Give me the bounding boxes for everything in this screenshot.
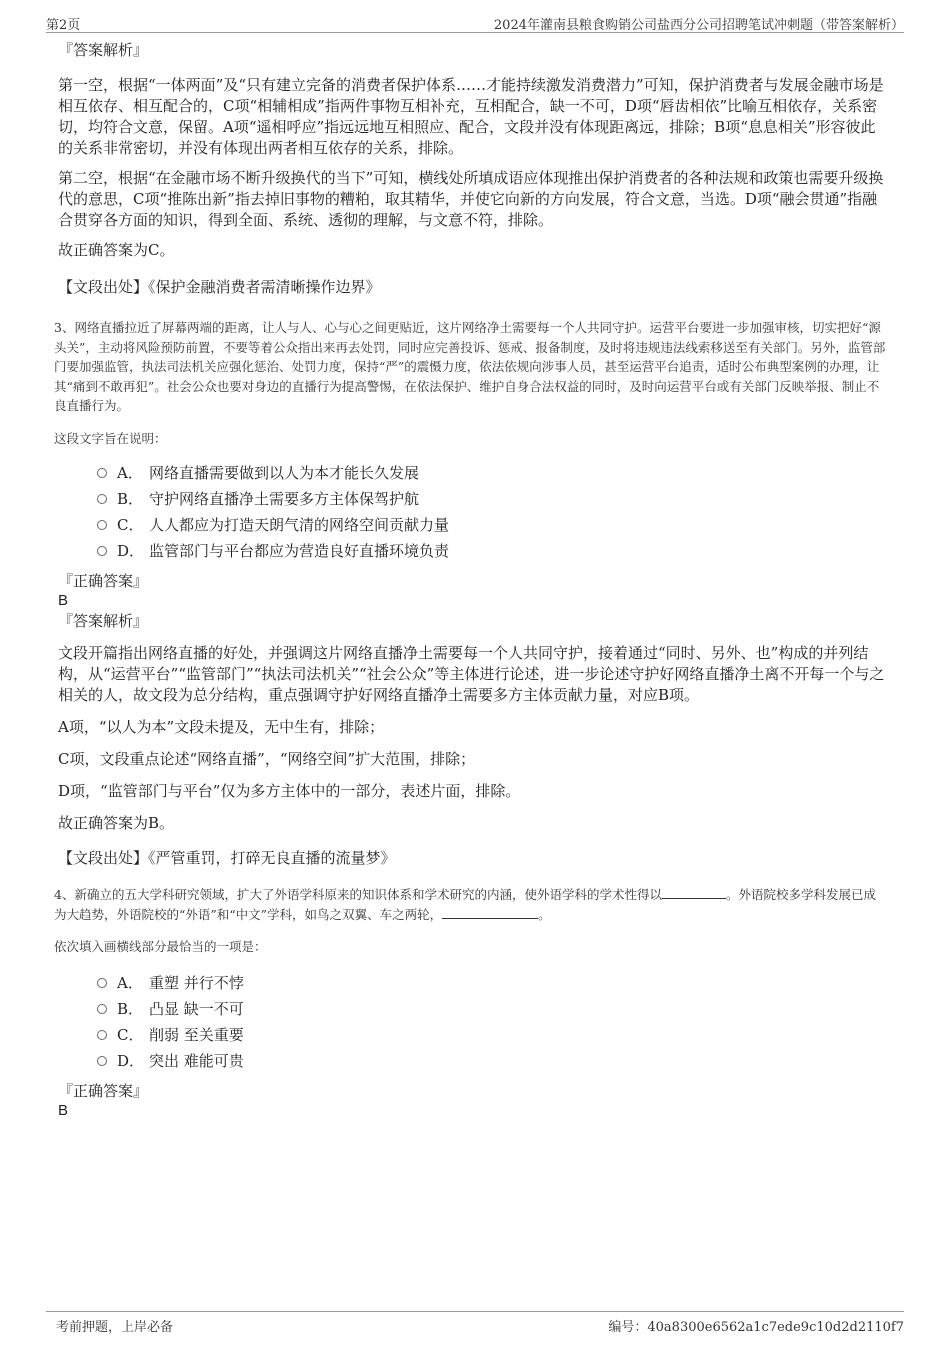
option-letter: A． [117,463,143,482]
q4-answer-tag: 『正确答案』 [58,1081,149,1100]
radio-icon[interactable] [97,1056,107,1066]
q3-answer: B [58,591,69,609]
q2-analysis-tag: 『答案解析』 [58,41,149,59]
q2-source: 【文段出处】《保护金融消费者需清晰操作边界》 [58,278,381,296]
page-content [54,40,888,1120]
q3-conclusion: 故正确答案为B。 [58,813,175,832]
radio-icon[interactable] [97,978,107,988]
option-letter: A． [117,973,143,992]
q3-option-b[interactable] [97,486,888,512]
q3-stem: 3、网络直播拉近了屏幕两端的距离，让人与人、心与心之间更贴近，这片网络净土需要每一个人共同守护。运营平台要进一步加强审核，切实把好“源头关”，主动将风险预防前置，不要等着公众指出来再去处罚，同时应完善投诉、惩戒、报备制度，及时将违规违法线索移送至有关部门。另外，监管部门要加强监管，执法司法机关应强化惩治、处罚力度，保持“严”的震慑力度，依法依规向涉事人员，甚至运营平台追责，适时公布典型案例的办理，让其“痛到不敢再犯”。社会公众也要对身边的直播行为提高警惕，在依法保护、维护自身合法权益的同时，及时向运营平台或有关部门反映举报、制止不良直播行为。 [54,320,886,413]
q4-answer: B [58,1101,69,1119]
q3-options [97,460,888,564]
radio-icon[interactable] [97,494,107,504]
radio-icon[interactable] [97,520,107,530]
radio-icon[interactable] [97,468,107,478]
q3-analysis-para-2: A项，“以人为本”文段未提及，无中生有，排除； [58,717,385,736]
q4-option-a[interactable] [97,970,888,996]
q4-stem-part-3: 。 [538,907,551,922]
option-text: 削弱 至关重要 [149,1025,244,1044]
option-text: 凸显 缺一不可 [149,999,244,1018]
option-text: 监管部门与平台都应为营造良好直播环境负责 [149,541,450,560]
q3-option-a[interactable] [97,460,888,486]
q3-option-c[interactable] [97,512,888,538]
q2-analysis-para-2: 第二空，根据“在金融市场不断升级换代的当下”可知，横线处所填成语应体现推出保护消费者的各种法规和政策也需要升级换代的意思，C项“推陈出新”指去掉旧事物的糟粕，取其精华，并使它向新的方向发展，符合文意，当选。D项“融会贯通”指融合贯穿各方面的知识，得到全面、系统、透彻的理解，与文意不符，排除。 [58,169,884,229]
q2-analysis-para-1: 第一空，根据“一体两面”及“只有建立完备的消费者保护体系……才能持续激发消费潜力”可知，保护消费者与发展金融市场是相互依存、相互配合的，C项“相辅相成”指两件事物互相补充，互相配合，缺一不可，D项“唇齿相依”比喻互相依存，关系密切，均符合文意，保留。A项“遥相呼应”指远远地互相照应、配合，文段并没有体现距离远，排除；B项“息息相关”形容彼此的关系非常密切，并没有体现出两者相互依存的关系，排除。 [58,76,884,157]
q4-blank-1 [662,884,726,899]
option-letter: B． [117,489,144,508]
q3-analysis-para-4: D项，“监管部门与平台”仅为多方主体中的一部分，表述片面，排除。 [58,781,521,800]
option-text: 守护网络直播净土需要多方主体保驾护航 [149,489,420,508]
page-number: 第2页 [46,18,81,33]
q4-stem-part-2: 。外语院校多学科发展已成为大趋势，外语院校的“外语”和“中文”学科，如鸟之双翼、车之两轮， [54,886,876,922]
option-text: 网络直播需要做到以人为本才能长久发展 [149,463,420,482]
radio-icon[interactable] [97,1004,107,1014]
q4-stem [54,884,888,925]
document-title: 2024年灌南县粮食购销公司盐西分公司招聘笔试冲刺题（带答案解析） [493,18,904,33]
radio-icon[interactable] [97,546,107,556]
option-text: 人人都应为打造天朗气清的网络空间贡献力量 [149,515,450,534]
q4-options [97,970,888,1074]
footer-slogan: 考前押题，上岸必备 [56,1320,174,1335]
q4-stem-part-1: 4、新确立的五大学科研究领域，扩大了外语学科原来的知识体系和学术研究的内涵，使外语学科的学术性得以 [54,886,662,902]
q4-option-c[interactable] [97,1022,888,1048]
option-letter: D． [117,1051,145,1070]
option-letter: D． [117,541,145,560]
option-letter: B． [117,999,144,1018]
q3-prompt: 这段文字旨在说明： [54,430,167,446]
q3-analysis-para-3: C项，文段重点论述“网络直播”，“网络空间”扩大范围，排除； [58,749,476,768]
option-text: 重塑 并行不悖 [149,973,244,992]
page-footer [46,1311,904,1336]
q3-option-d[interactable] [97,538,888,564]
q4-blank-2 [442,904,538,919]
q4-option-d[interactable] [97,1048,888,1074]
document-id: 编号：40a8300e6562a1c7ede9c10d2d2110f7 [608,1320,904,1335]
option-letter: C． [117,515,144,534]
page-header [46,12,904,33]
q3-analysis-para-1: 文段开篇指出网络直播的好处，并强调这片网络直播净土需要每一个人共同守护，接着通过“同时、另外、也”构成的并列结构，从“运营平台”“监管部门”“执法司法机关”“社会公众”等主体进行论述，进一步论述守护好网络直播净土离不开每一个与之相关的人，故文段为总分结构，重点强调守护好网络直播净土需要多方主体贡献力量，对应B项。 [58,643,885,704]
q3-answer-tag: 『正确答案』 [58,571,149,590]
radio-icon[interactable] [97,1030,107,1040]
q2-conclusion: 故正确答案为C。 [58,241,175,259]
q3-source: 【文段出处】《严管重罚，打碎无良直播的流量梦》 [58,848,396,867]
q3-analysis-tag: 『答案解析』 [58,611,149,630]
option-text: 突出 难能可贵 [149,1051,244,1070]
q4-option-b[interactable] [97,996,888,1022]
q4-prompt: 依次填入画横线部分最恰当的一项是： [54,938,267,954]
option-letter: C． [117,1025,144,1044]
